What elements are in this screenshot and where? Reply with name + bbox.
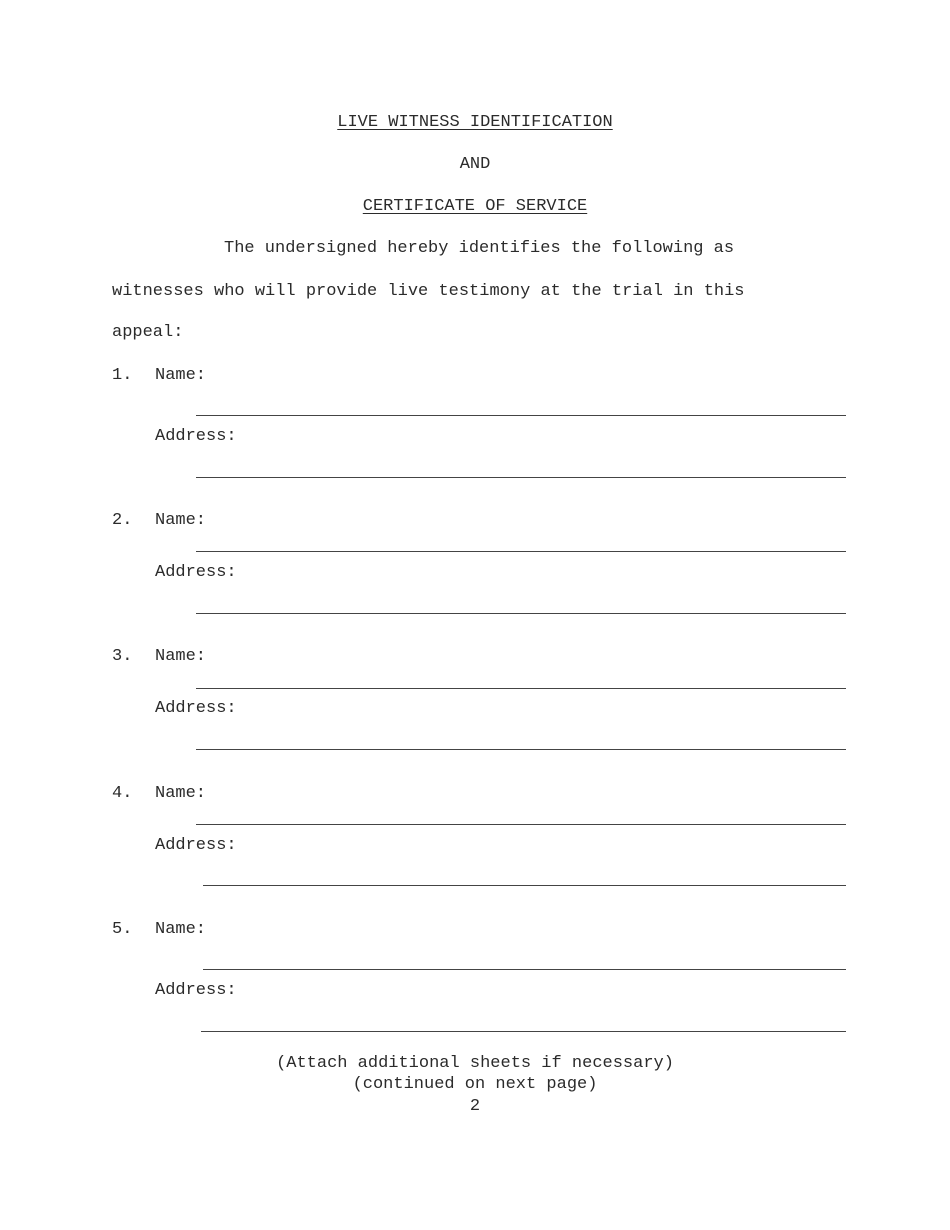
name-label: Name: [155, 366, 207, 385]
name-blank-line[interactable] [196, 824, 846, 825]
name-blank-line[interactable] [196, 688, 846, 689]
page-number: 2 [469, 1097, 481, 1116]
name-blank-line[interactable] [196, 551, 846, 552]
address-label: Address: [155, 699, 237, 718]
witness-number: 4. [112, 784, 133, 803]
witness-number: 3. [112, 647, 133, 666]
address-label: Address: [155, 427, 237, 446]
address-blank-line[interactable] [196, 613, 846, 614]
address-blank-line[interactable] [196, 477, 846, 478]
title-line-1: LIVE WITNESS IDENTIFICATION [337, 113, 613, 132]
address-blank-line[interactable] [196, 749, 846, 750]
title-line-2: AND [459, 155, 491, 174]
name-blank-line[interactable] [203, 969, 846, 970]
continued-note: (continued on next page) [352, 1075, 598, 1094]
name-label: Name: [155, 647, 207, 666]
name-label: Name: [155, 784, 207, 803]
address-blank-line[interactable] [201, 1031, 846, 1032]
name-label: Name: [155, 511, 207, 530]
witness-number: 2. [112, 511, 133, 530]
attach-note: (Attach additional sheets if necessary) [276, 1054, 674, 1073]
address-label: Address: [155, 981, 237, 1000]
intro-line-2: witnesses who will provide live testimony at the trial in this [112, 282, 745, 301]
intro-line-1: The undersigned hereby identifies the following as [224, 239, 735, 258]
name-blank-line[interactable] [196, 415, 846, 416]
address-blank-line[interactable] [203, 885, 846, 886]
witness-number: 1. [112, 366, 133, 385]
address-label: Address: [155, 836, 237, 855]
intro-line-3: appeal: [112, 323, 184, 342]
witness-number: 5. [112, 920, 133, 939]
address-label: Address: [155, 563, 237, 582]
title-line-3: CERTIFICATE OF SERVICE [362, 197, 588, 216]
name-label: Name: [155, 920, 207, 939]
